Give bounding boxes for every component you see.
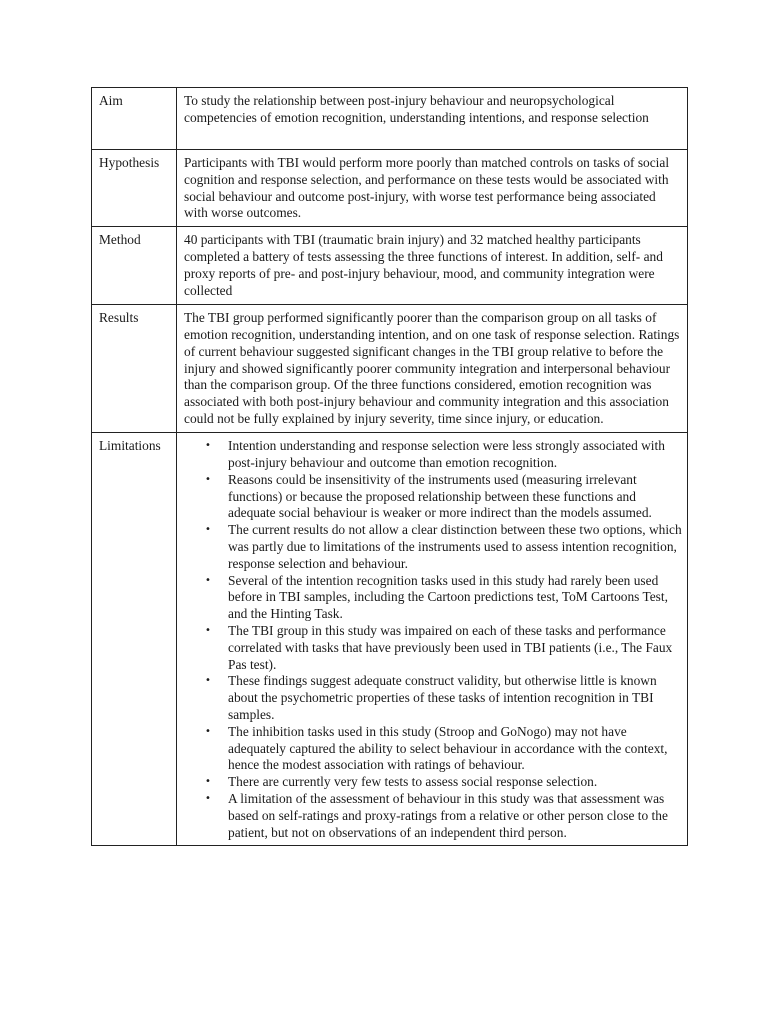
list-item: • Several of the intention recognition tasks used in this study had rarely been used before in TBI samples, including the Cartoon predictions test, ToM Cartoons Test, and the Hinting Task. (228, 573, 682, 623)
limitations-cell (177, 433, 688, 846)
aim-text: To study the relationship between post-injury behaviour and neuropsychological competencies of emotion recognition, understanding intentions, and response selection (177, 88, 688, 150)
results-text: The TBI group performed significantly poorer than the comparison group on all tasks of emotion recognition, understanding intention, and on one task of response selection. Ratings of current behaviour suggested significant changes in the TBI group relative to before the injury and showed significantly poorer community integration and interpersonal behaviour than the comparison group. Of the three functions considered, emotion recognition was associated with both post-injury behaviour and community integration and this association could not be fully explained by injury severity, time since injury, or education. (177, 305, 688, 433)
aim-label: Aim (92, 88, 177, 150)
table-row-hypothesis (92, 150, 688, 227)
hypothesis-label: Hypothesis (92, 150, 177, 227)
method-text: 40 participants with TBI (traumatic brain injury) and 32 matched healthy participants completed a battery of tests assessing the three functions of interest. In addition, self- and proxy reports of pre- and post-injury behaviour, mood, and community integration were collected (177, 227, 688, 305)
limitations-label: Limitations (92, 433, 177, 846)
hypothesis-text: Participants with TBI would perform more poorly than matched controls on tasks of social cognition and response selection, and performance on these tests would be associated with social behaviour and outcome post-injury, with worse test performance being associated with worse outcomes. (177, 150, 688, 227)
list-item: • The inhibition tasks used in this study (Stroop and GoNogo) may not have adequately captured the ability to select behaviour in accordance with the context, hence the modest association with ratings of behaviour. (228, 724, 682, 774)
table-row-limitations (92, 433, 688, 846)
list-item: • The TBI group in this study was impaired on each of these tasks and performance correlated with tasks that have previously been used in TBI patients (i.e., The Faux Pas test). (228, 623, 682, 673)
method-label: Method (92, 227, 177, 305)
results-label: Results (92, 305, 177, 433)
study-summary-table (91, 87, 688, 846)
list-item: • A limitation of the assessment of behaviour in this study was that assessment was based on self-ratings and proxy-ratings from a relative or other person close to the patient, but not on observations of an independent third person. (228, 791, 682, 841)
list-item: • Intention understanding and response selection were less strongly associated with post-injury behaviour and outcome than emotion recognition. (228, 438, 682, 472)
list-item: • The current results do not allow a clear distinction between these two options, which was partly due to limitations of the instruments used to assess intention recognition, response selection and behaviour. (228, 522, 682, 572)
limitations-list (184, 438, 682, 841)
table-row-aim (92, 88, 688, 150)
list-item: • There are currently very few tests to assess social response selection. (228, 774, 682, 791)
table-row-results (92, 305, 688, 433)
list-item: • These findings suggest adequate construct validity, but otherwise little is known about the psychometric properties of these tasks of intention recognition in TBI samples. (228, 673, 682, 723)
list-item: • Reasons could be insensitivity of the instruments used (measuring irrelevant functions) or because the proposed relationship between these functions and adequate social behaviour is weaker or more indirect than the models assumed. (228, 472, 682, 522)
table-row-method (92, 227, 688, 305)
